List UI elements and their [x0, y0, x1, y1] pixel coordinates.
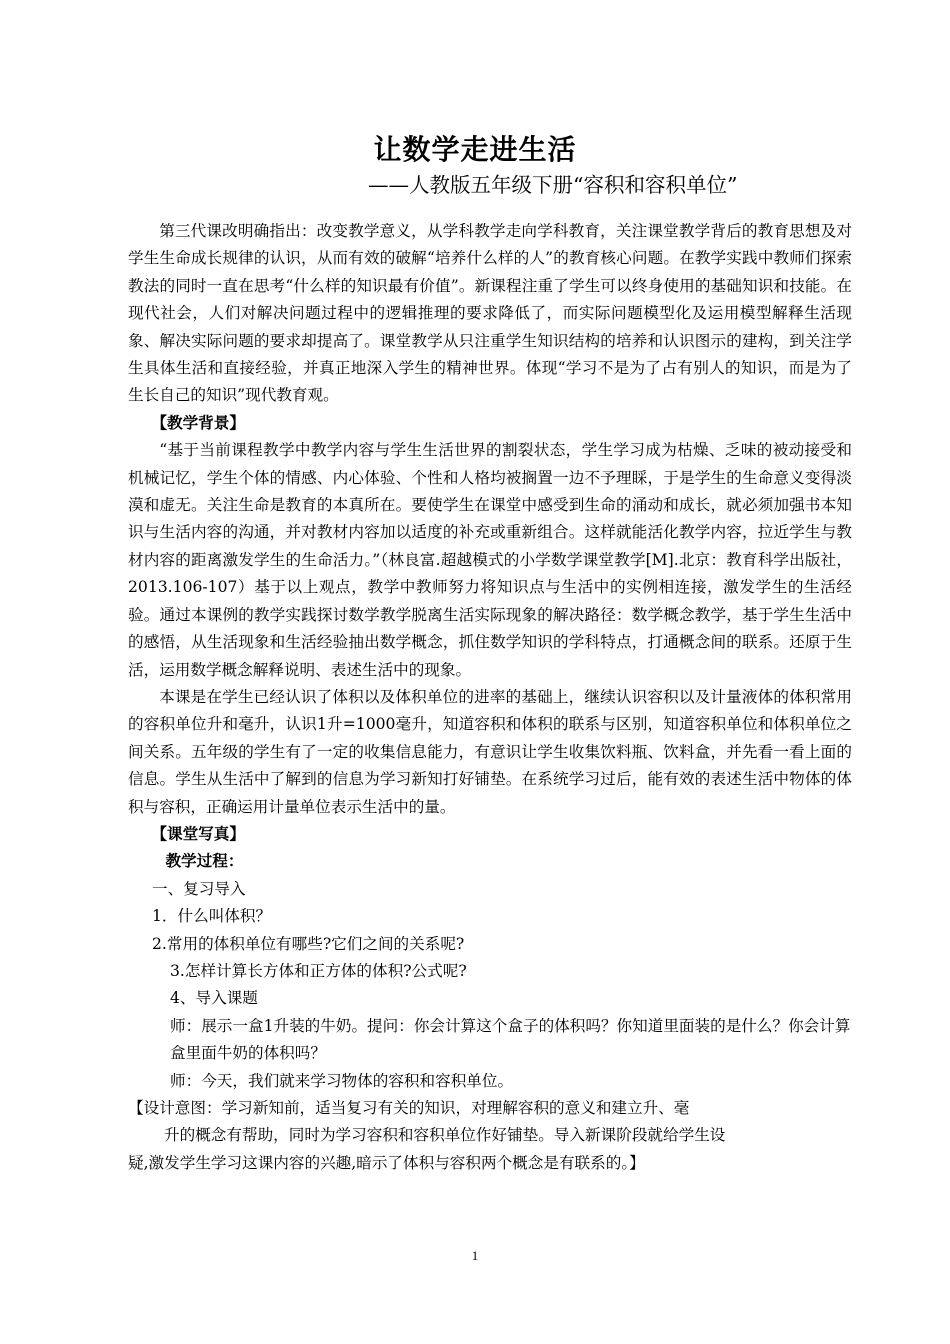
background-paragraph-2: 本课是在学生已经认识了体积以及体积单位的进率的基础上，继续认识容积以及计量液体的体积常用的容积单位升和毫升，认识1升=1000毫升，知道容积和体积的联系与区别，知道容积单位和体积单位之间关系。五年级的学生有了一定的收集信息能力，有意识让学生收集饮料瓶、饮料盒，并先看一看上面的信息。学生从生活中了解到的信息为学习新知打好铺垫。在系统学习过后，能有效的表述生活中物体的体积与容积，正确运用计量单位表示生活中的量。	[128, 687, 852, 816]
teacher-line-2: 师：今天，我们就来学习物体的容积和容积单位。	[170, 1071, 514, 1090]
section-review-intro: 一、复习导入	[152, 879, 246, 898]
design-intent	[128, 1095, 852, 1177]
design-intent-line-1: 【设计意图：学习新知前，适当复习有关的知识，对理解容积的意义和建立升、毫	[128, 1099, 690, 1117]
document-body	[128, 218, 852, 1177]
question-4: 4、导入课题	[170, 989, 258, 1008]
section-heading-background: 【教学背景】	[151, 413, 245, 432]
design-intent-line-2: 升的概念有帮助，同时为学习容积和容积单位作好铺垫。导入新课阶段就给学生设	[164, 1126, 726, 1145]
page-number: 1	[471, 1248, 479, 1263]
background-paragraph-1: “基于当前课程教学中教学内容与学生生活世界的割裂状态，学生学习成为枯燥、乏味的被动接受和机械记忆，学生个体的情感、内心体验、个性和人格均被搁置一边不予理睬，于是学生的生命意义变得淡漠和虚无。关注生命是教育的本真所在。要使学生在课堂中感受到生命的涌动和成长，就必须加强书本知识与生活内容的沟通，并对教材内容加以适度的补充或重新组合。这样就能活化教学内容，拉近学生与教材内容的距离激发学生的生命活力。”（林良富.超越模式的小学数学课堂教学[M].北京：教育科学出版社，2013.106-107）基于以上观点，教学中教师努力将知识点与生活中的实例相连接，激发学生的生活经验。通过本课例的教学实践探讨数学教学脱离生活实际现象的解决路径：数学概念教学，基于学生生活中的感悟，从生活现象和生活经验抽出数学概念，抓住数学知识的学科特点，打通概念间的联系。还原于生活，运用数学概念解释说明、表述生活中的现象。	[128, 441, 852, 679]
question-1: 1．什么叫体积？	[152, 907, 272, 926]
question-3: 3.怎样计算长方体和正方体的体积?公式呢?	[170, 961, 467, 980]
teacher-line-1: 师：展示一盒1升装的牛奶。提问：你会计算这个盒子的体积吗？你知道里面装的是什么？你会计算盒里面牛奶的体积吗？	[170, 1016, 851, 1063]
design-intent-line-3: 疑,激发学生学习这课内容的兴趣,暗示了体积与容积两个概念是有联系的。】	[128, 1153, 645, 1172]
section-heading-classroom: 【课堂写真】	[151, 824, 245, 843]
page-title: 让数学走进生活	[373, 133, 577, 166]
process-label: 教学过程：	[165, 852, 244, 871]
question-2: 2.常用的体积单位有哪些?它们之间的关系呢?	[152, 934, 465, 953]
intro-paragraph: 第三代课改明确指出：改变教学意义，从学科教学走向学科教育，关注课堂教学背后的教育思想及对学生生命成长规律的认识，从而有效的破解“培养什么样的人”的教育核心问题。在教学实践中教师们探索教法的同时一直在思考“什么样的知识最有价值”。新课程注重了学生可以终身使用的基础知识和技能。在现代社会，人们对解决问题过程中的逻辑推理的要求降低了，而实际问题模型化及运用模型解释生活现象、解决实际问题的要求却提高了。课堂教学从只注重学生知识结构的培养和认识图示的建构，到关注学生具体生活和直接经验，并真正地深入学生的精神世界。体现“学习不是为了占有别人的知识，而是为了生长自己的知识”现代教育观。	[128, 222, 852, 405]
page-subtitle: ——人教版五年级下册“容积和容积单位”	[368, 173, 738, 197]
